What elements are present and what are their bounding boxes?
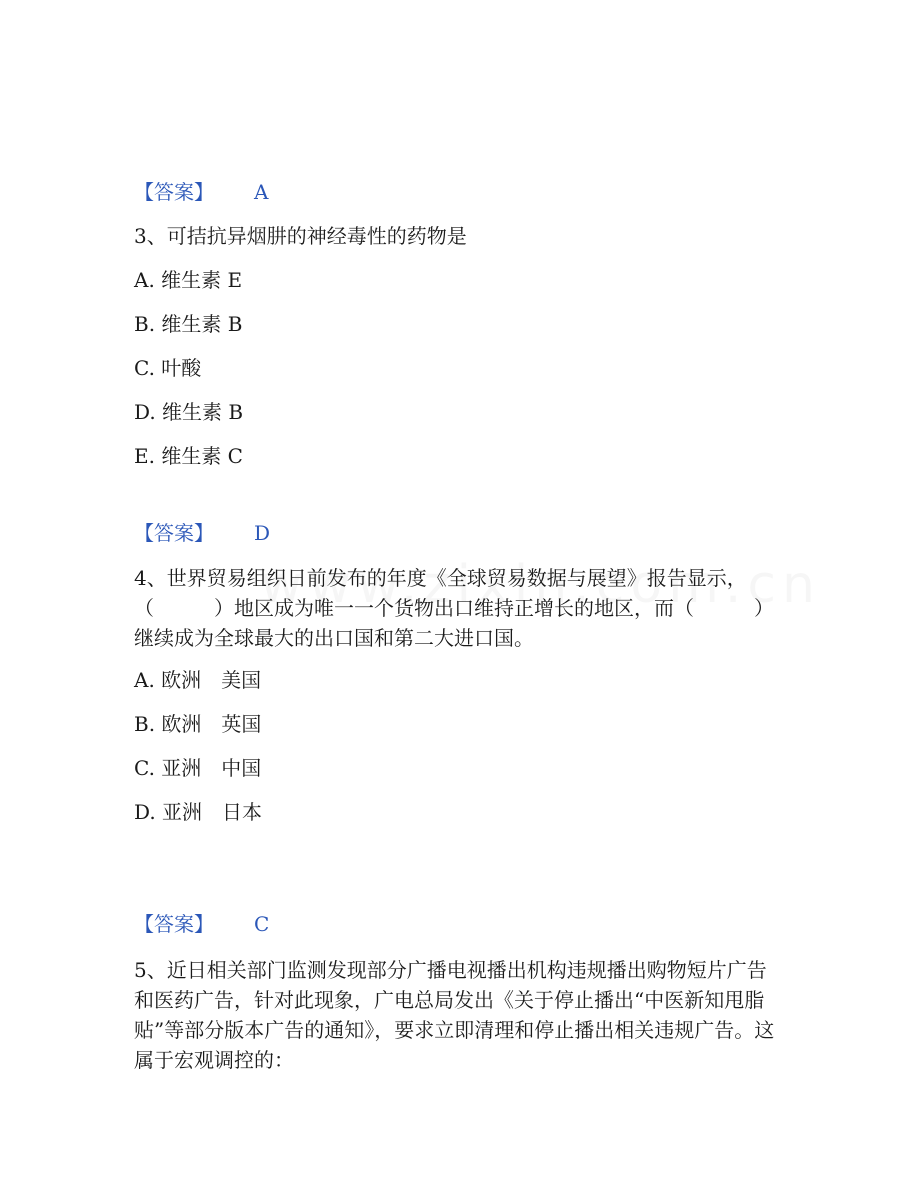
question-stem-q3: 3、可拮抗异烟肼的神经毒性的药物是 <box>134 224 467 248</box>
answer-label: 【答案】 <box>134 180 214 204</box>
answer-line-q3 <box>134 521 270 545</box>
answer-value: C <box>254 912 270 936</box>
option-a-q4: A. 欧洲 美国 <box>134 668 262 692</box>
answer-line-q2 <box>134 180 268 204</box>
answer-label: 【答案】 <box>134 521 214 545</box>
answer-value: A <box>254 180 269 204</box>
question-stem-q5: 5、近日相关部门监测发现部分广播电视播出机构违规播出购物短片广告和医药广告，针对此现象，广电总局发出《关于停止播出“中医新知甩脂贴”等部分版本广告的通知》，要求立即清理和停止播出相关违规广告。这属于宏观调控的： <box>134 958 775 1072</box>
option-e-q3: E. 维生素 C <box>134 444 243 468</box>
option-d-q4: D. 亚洲 日本 <box>134 800 263 824</box>
answer-label: 【答案】 <box>134 912 214 936</box>
answer-value: D <box>254 521 271 545</box>
option-c-q4: C. 亚洲 中国 <box>134 756 262 780</box>
option-c-q3: C. 叶酸 <box>134 356 202 380</box>
option-a-q3: A. 维生素 E <box>134 268 243 292</box>
option-d-q3: D. 维生素 B <box>134 400 244 424</box>
option-b-q3: B. 维生素 B <box>134 312 243 336</box>
answer-line-q4 <box>134 912 269 936</box>
question-stem-q4: 4、世界贸易组织日前发布的年度《全球贸易数据与展望》报告显示，（ ）地区成为唯一一个货物出口维持正增长的地区，而（ ）继续成为全球最大的出口国和第二大进口国。 <box>134 566 774 650</box>
option-b-q4: B. 欧洲 英国 <box>134 712 262 736</box>
